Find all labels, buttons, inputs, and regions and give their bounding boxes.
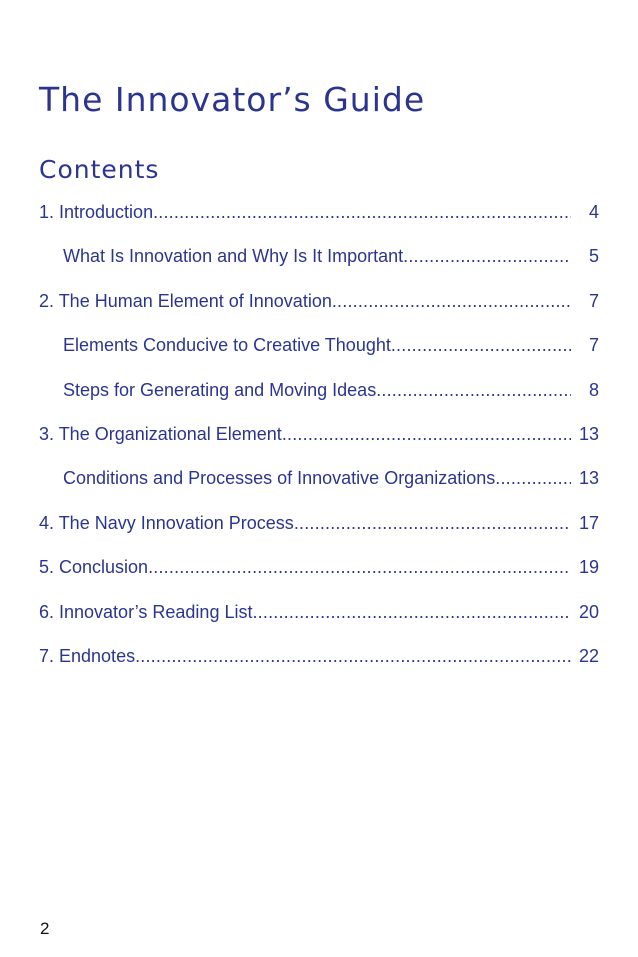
toc-dot-leader xyxy=(282,424,571,445)
toc-entry-page: 17 xyxy=(578,512,599,533)
toc-entry-conclusion[interactable] xyxy=(39,557,599,601)
document-title: The Innovator’s Guide xyxy=(39,80,426,119)
toc-dot-leader xyxy=(403,246,571,267)
contents-heading: Contents xyxy=(39,155,160,184)
toc-entry-reading-list[interactable] xyxy=(39,602,599,646)
toc-entry-label: 1. Introduction xyxy=(39,202,154,222)
toc-entry-label: What Is Innovation and Why Is It Important xyxy=(63,246,404,267)
toc-entry-page: 7 xyxy=(588,335,599,356)
toc-entry-label: 2. The Human Element of Innovation xyxy=(39,290,332,311)
toc-dot-leader xyxy=(495,468,571,489)
toc-entry-page: 13 xyxy=(578,423,599,444)
page-number: 2 xyxy=(40,919,50,938)
toc-entry-label: Elements Conducive to Creative Thought xyxy=(63,335,391,356)
toc-entry-navy-innovation-process[interactable] xyxy=(39,513,599,557)
toc-dot-leader xyxy=(391,335,571,356)
toc-entry-generating-ideas[interactable] xyxy=(39,380,599,424)
toc-entry-creative-thought[interactable] xyxy=(39,335,599,379)
toc-entry-label: 7. Endnotes xyxy=(39,645,136,666)
toc-dot-leader xyxy=(153,202,571,223)
toc-entry-page: 4 xyxy=(588,202,599,222)
toc-entry-page: 7 xyxy=(588,290,599,311)
toc-dot-leader xyxy=(252,602,571,623)
toc-entry-what-is-innovation[interactable] xyxy=(39,246,599,290)
toc-entry-label: 4. The Navy Innovation Process xyxy=(39,512,294,533)
toc-dot-leader xyxy=(376,380,571,401)
toc-entry-label: Conditions and Processes of Innovative Organizations xyxy=(63,468,496,489)
toc-dot-leader xyxy=(135,646,571,667)
toc-entry-human-element[interactable] xyxy=(39,291,599,335)
toc-entry-page: 5 xyxy=(588,246,599,267)
toc-entry-page: 13 xyxy=(578,468,599,489)
table-of-contents xyxy=(39,202,599,690)
toc-entry-page: 20 xyxy=(578,601,599,622)
toc-entry-label: Steps for Generating and Moving Ideas xyxy=(63,379,377,400)
toc-entry-page: 19 xyxy=(578,557,599,578)
toc-entry-page: 8 xyxy=(588,379,599,400)
toc-entry-introduction[interactable] xyxy=(39,202,599,246)
toc-entry-organizational-element[interactable] xyxy=(39,424,599,468)
toc-entry-label: 3. The Organizational Element xyxy=(39,423,282,444)
toc-entry-label: 5. Conclusion xyxy=(39,557,149,578)
toc-dot-leader xyxy=(148,557,571,578)
toc-entry-innovative-organizations[interactable] xyxy=(39,468,599,512)
toc-dot-leader xyxy=(294,513,571,534)
toc-entry-label: 6. Innovator’s Reading List xyxy=(39,601,253,622)
toc-dot-leader xyxy=(332,291,571,312)
toc-entry-page: 22 xyxy=(578,645,599,666)
toc-entry-endnotes[interactable] xyxy=(39,646,599,690)
